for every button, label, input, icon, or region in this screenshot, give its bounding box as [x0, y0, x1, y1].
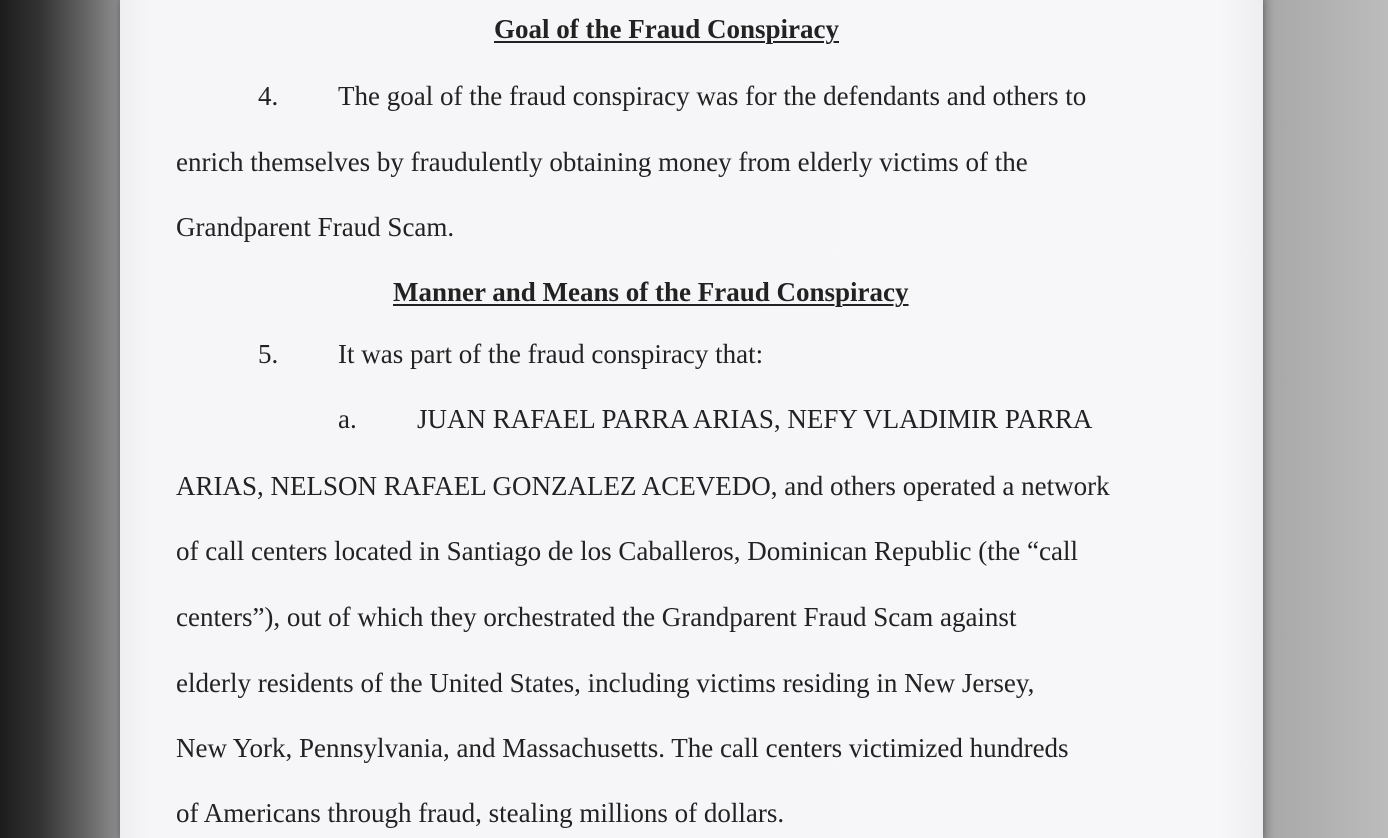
heading-manner-and-means: Manner and Means of the Fraud Conspiracy: [393, 277, 909, 307]
paragraph-4-line-2: enrich themselves by fraudulently obtaining money from elderly victims of the: [176, 147, 1028, 177]
subparagraph-a-line-2: ARIAS, NELSON RAFAEL GONZALEZ ACEVEDO, and others operated a network: [176, 471, 1110, 501]
paragraph-4-line-1: The goal of the fraud conspiracy was for the defendants and others to: [338, 81, 1087, 111]
subparagraph-a-line-3: of call centers located in Santiago de los Caballeros, Dominican Republic (the “call: [176, 536, 1078, 566]
paragraph-5-text: It was part of the fraud conspiracy that:: [338, 339, 764, 369]
paragraph-number-5: 5.: [258, 339, 279, 369]
subparagraph-a-line-1: JUAN RAFAEL PARRA ARIAS, NEFY VLADIMIR PARRA: [417, 404, 1093, 434]
subparagraph-a-line-6: New York, Pennsylvania, and Massachusetts. The call centers victimized hundreds: [176, 733, 1069, 763]
paragraph-number-4: 4.: [258, 81, 279, 111]
document-page: [120, 0, 1263, 838]
heading-goal: Goal of the Fraud Conspiracy: [494, 14, 840, 44]
paragraph-4-line-3: Grandparent Fraud Scam.: [176, 212, 455, 242]
subparagraph-a-line-7: of Americans through fraud, stealing millions of dollars.: [176, 798, 785, 828]
subparagraph-a-line-4: centers”), out of which they orchestrated the Grandparent Fraud Scam against: [176, 602, 1017, 632]
subparagraph-label-a: a.: [338, 404, 357, 434]
subparagraph-a-line-5: elderly residents of the United States, including victims residing in New Jersey,: [176, 668, 1035, 698]
